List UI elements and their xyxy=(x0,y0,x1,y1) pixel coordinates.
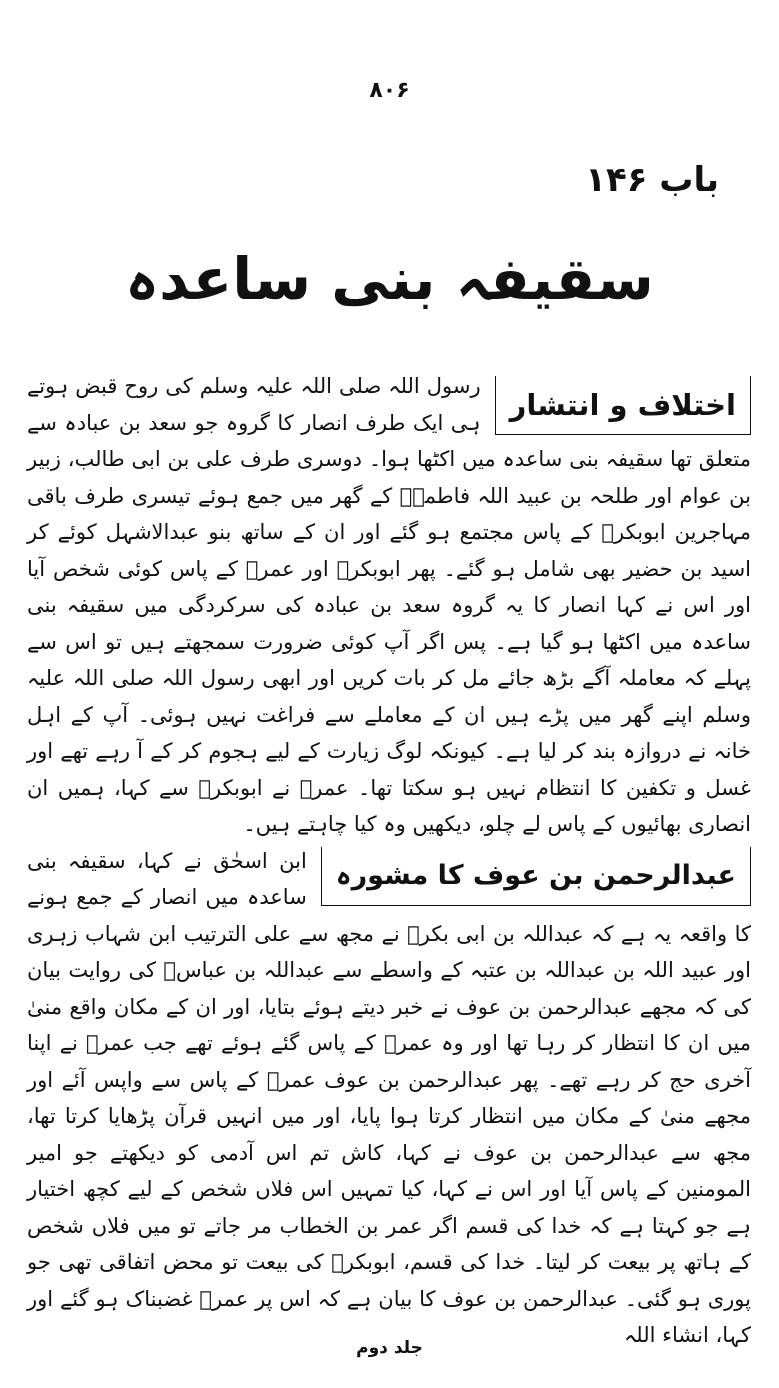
section-heading-disagreement: اختلاف و انتشار xyxy=(495,376,751,435)
section-heading-advice: عبدالرحمن بن عوف کا مشورہ xyxy=(321,847,751,906)
chapter-label: باب ۱۴۶ xyxy=(585,160,719,200)
body-text xyxy=(27,368,751,1354)
volume-footer: جلد دوم xyxy=(356,1338,423,1358)
section-paragraph-disagreement: رسول اللہ صلی اللہ علیہ وسلم کی روح قبض ہوتے ہی ایک طرف انصار کا گروہ جو سعد بن عبادہ سے متعلق تھا سقیفہ بنی ساعدہ میں اکٹھا ہوا۔ دوسری طرف علی بن ابی طالب، زبیر بن عوام اور طلحہ بن عبید اللہ فاطمہؓ کے گھر میں جمع ہوئے تیسری طرف باقی مہاجرین ابوبکرؓ کے پاس مجتمع ہو گئے اور ان کے ساتھ بنو عبدالاشہل کوئے کر اسید بن حضیر بھی شامل ہو گئے۔ پھر ابوبکرؓ اور عمرؓ کے پاس کوئی شخص آیا اور اس نے کہا انصار کا یہ گروہ سعد بن عبادہ کی سرکردگی میں سقیفہ بنی ساعدہ میں اکٹھا ہو گیا ہے۔ پس اگر آپ کوئی ضرورت سمجھتے ہیں تو اس سے پہلے کہ معاملہ آگے بڑھ جائے مل کر بات کریں اور ابھی رسول اللہ صلی اللہ علیہ وسلم اپنے گھر میں پڑے ہیں ان کے معاملے سے فراغت نہیں ہوئی۔ آپ کے اہل خانہ نے دروازہ بند کر لیا ہے۔ کیونکہ لوگ زیارت کے لیے ہجوم کر کے آ رہے تھے اور غسل و تکفین کا انتظام نہیں ہو سکتا تھا۔ عمرؓ نے ابوبکرؓ سے کہا، ہمیں ان انصاری بھائیوں کے پاس لے چلو، دیکھیں وہ کیا چاہتے ہیں۔ xyxy=(27,374,751,836)
page-number: ۸۰۶ xyxy=(369,78,410,103)
chapter-title: سقیفہ بنی ساعدہ xyxy=(125,245,654,313)
section-paragraph-advice: ابن اسحٰق نے کہا، سقیفہ بنی ساعدہ میں انصار کے جمع ہونے کا واقعہ یہ ہے کہ عبداللہ بن ابی بکرؓ نے مجھ سے علی الترتیب ابن شہاب زہری اور عبید اللہ بن عبداللہ بن عتبہ کے واسطے سے عبداللہ بن عباسؓ کی روایت بیان کی کہ مجھے عبدالرحمن بن عوف نے خبر دیتے ہوئے بتایا، اور ان کے مکان واقع منیٰ میں ان کا انتظار کر رہا تھا اور وہ عمرؓ کے پاس گئے ہوئے تھے جب عمرؓ نے اپنا آخری حج کر رہے تھے۔ پھر عبدالرحمن بن عوف عمرؓ کے پاس سے واپس آئے اور مجھے منیٰ کے مکان میں انتظار کرتا ہوا پایا، اور میں انہیں قرآن پڑھایا کرتا تھا، مجھ سے عبدالرحمن بن عوف نے کہا، کاش تم اس آدمی کو دیکھتے جو امیر المومنین کے پاس آیا اور اس نے کہا، کیا تمہیں اس فلاں شخص کے لیے کچھ اختیار ہے جو کہتا ہے کہ خدا کی قسم اگر عمر بن الخطاب مر جاتے تو میں فلاں شخص کے ہاتھ پر بیعت کر لیتا۔ خدا کی قسم، ابوبکرؓ کی بیعت تو محض اتفاقی تھی جو پوری ہو گئی۔ عبدالرحمن بن عوف کا بیان ہے کہ اس پر عمرؓ غضبناک ہو گئے اور کہا، انشاء اللہ xyxy=(27,848,751,1347)
